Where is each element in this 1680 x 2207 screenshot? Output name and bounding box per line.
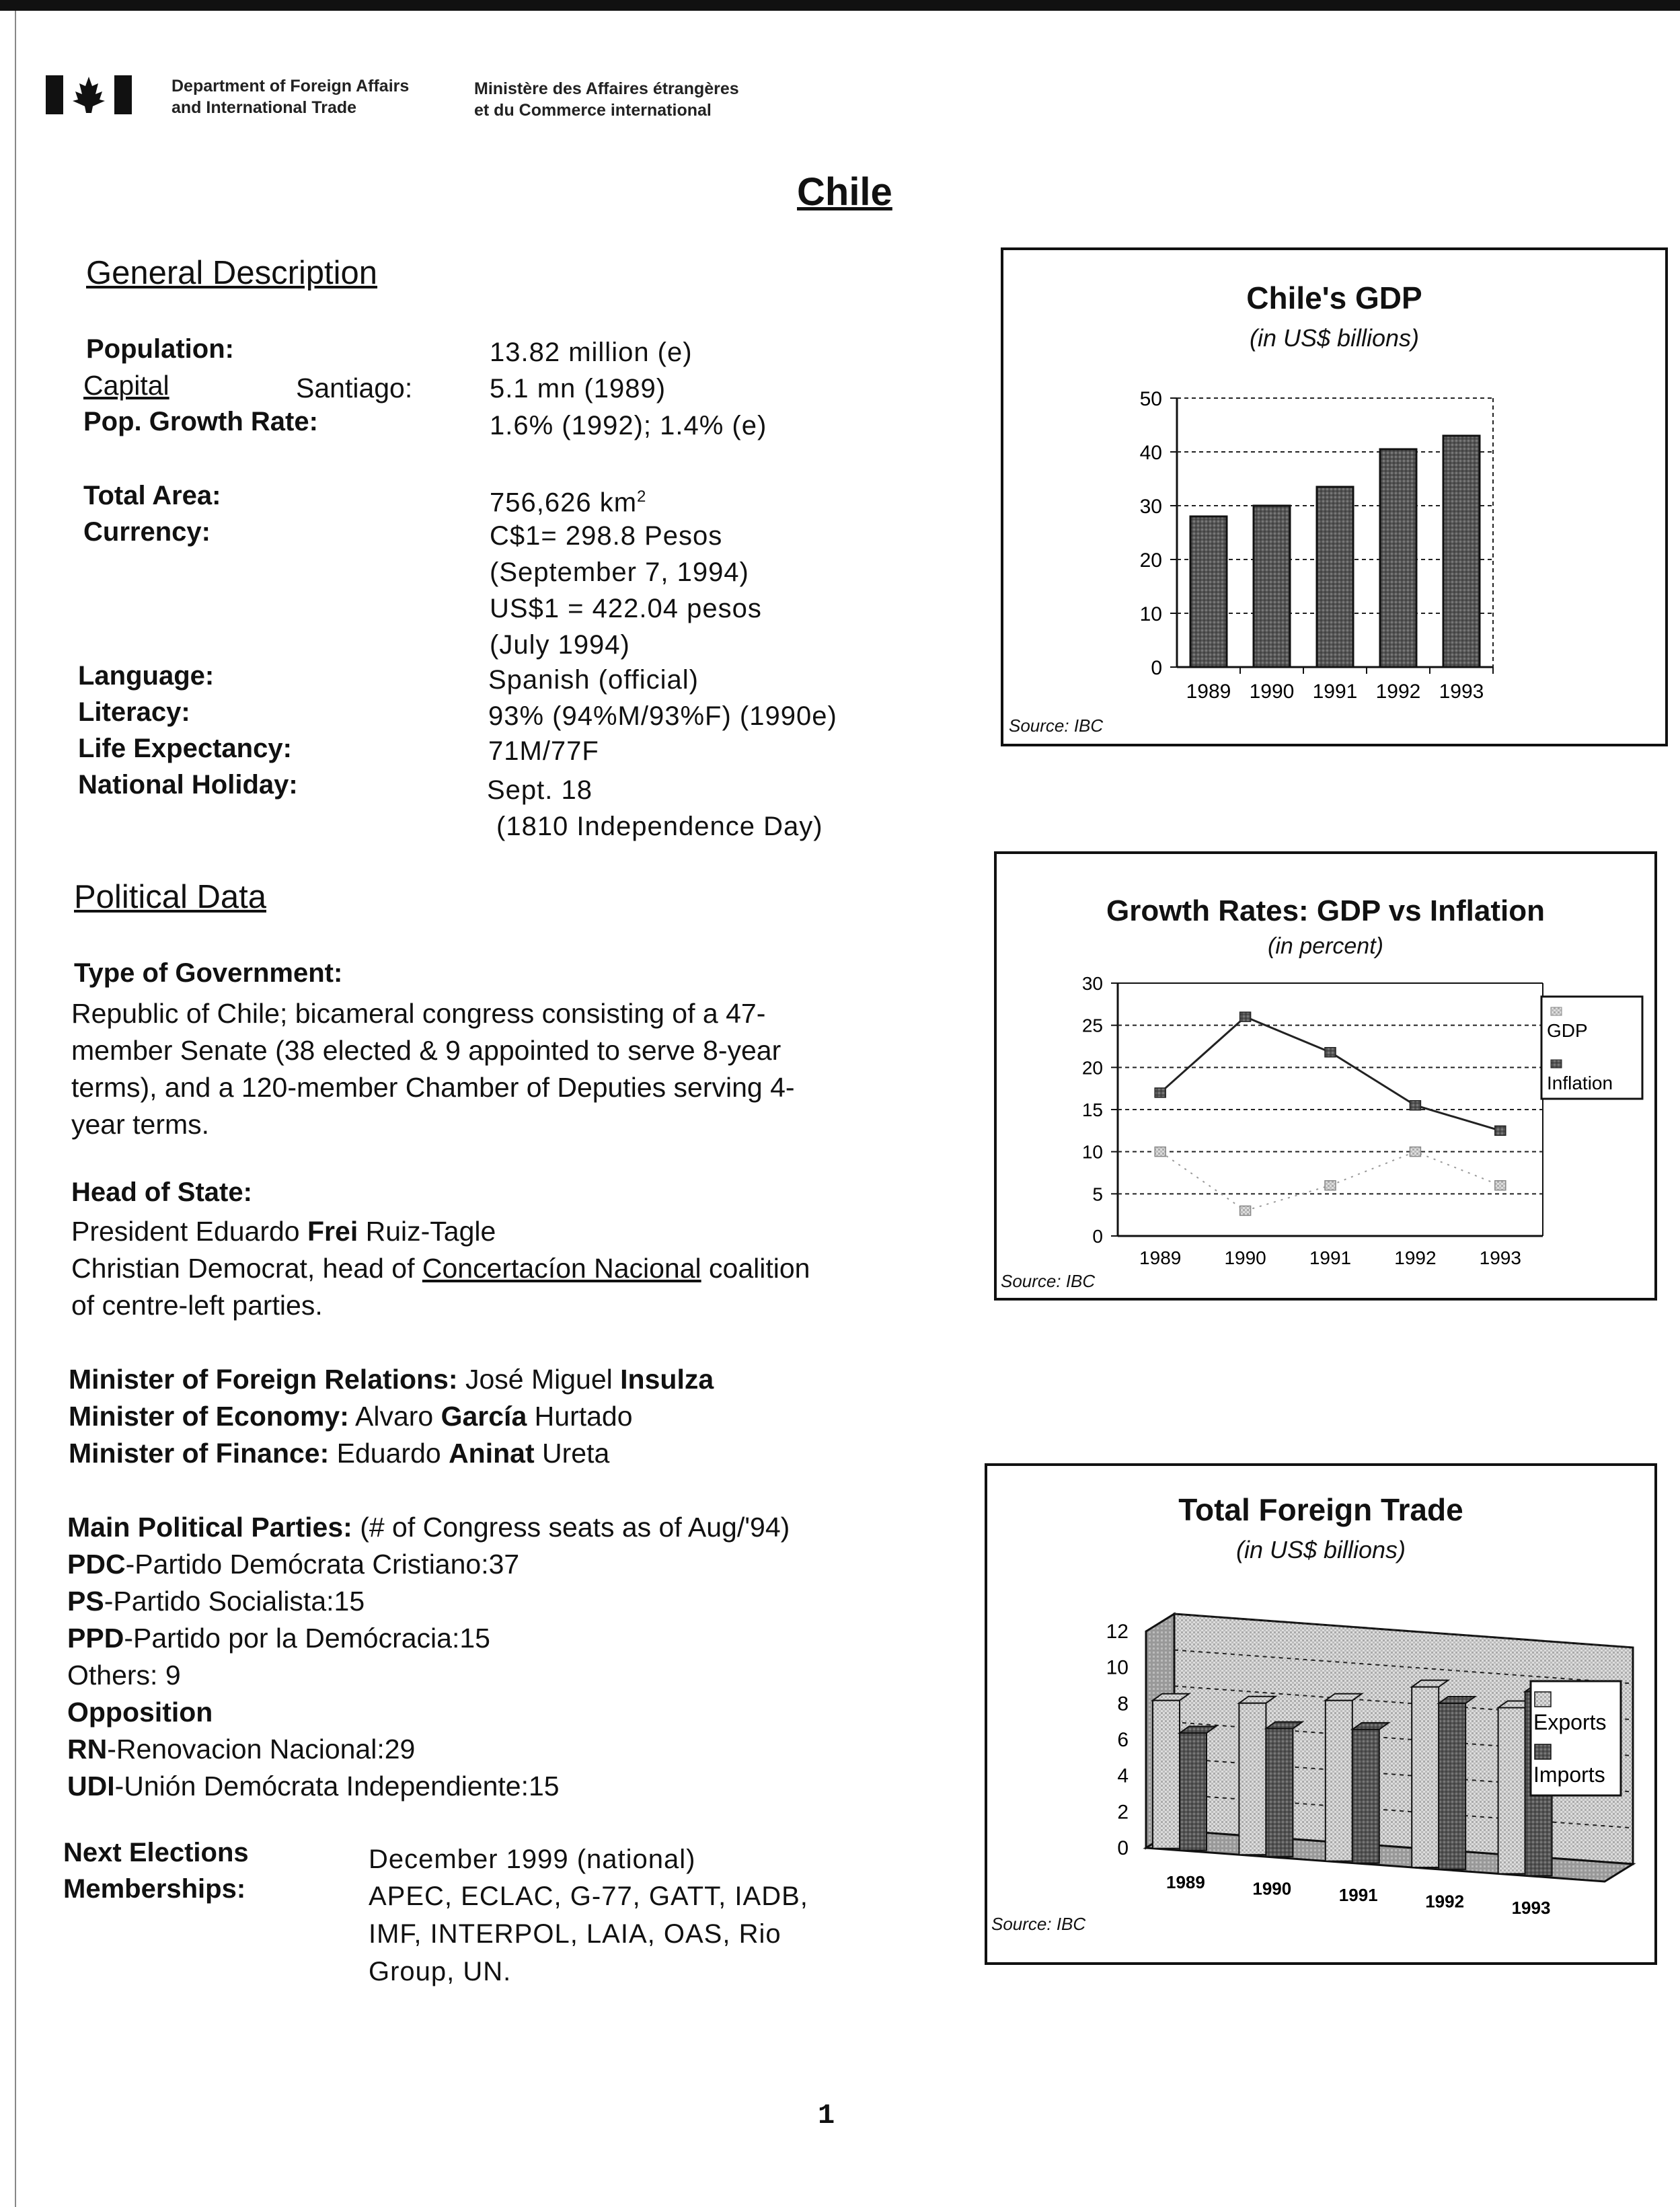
trade-y-tick-label: 2 [1117, 1801, 1129, 1824]
inflation-series-line [1160, 1017, 1500, 1130]
growth-y-tick-label: 30 [1081, 973, 1103, 994]
trade-x-tick-label: 1993 [1511, 1897, 1551, 1918]
party-pdc: PDC-Partido Demócrata Cristiano:37 [67, 1549, 520, 1580]
imports-bar [1180, 1733, 1207, 1850]
gdp-bar-chart [1003, 250, 1665, 744]
next-elections-label: Next Elections [63, 1838, 249, 1867]
trade-x-tick-label: 1992 [1425, 1891, 1465, 1912]
minister-economy: Minister of Economy: Alvaro García Hurtado [69, 1401, 633, 1432]
growth-rate-label: Pop. Growth Rate: [83, 407, 318, 436]
gdp-point [1155, 1147, 1166, 1157]
gdp-bar [1380, 449, 1416, 667]
growth-y-tick-label: 5 [1092, 1184, 1103, 1205]
trade-chart-source: Source: IBC [991, 1914, 1086, 1934]
trade-y-tick-label: 0 [1117, 1837, 1129, 1859]
page-title: Chile [797, 170, 892, 214]
party-rn: RN-Renovacion Nacional:29 [67, 1734, 416, 1765]
trade-y-tick-label: 8 [1117, 1693, 1129, 1715]
capital-label: Capital [83, 370, 169, 401]
exports-bar [1239, 1703, 1266, 1855]
inflation-point [1410, 1101, 1420, 1110]
growth-y-tick-label: 25 [1081, 1015, 1103, 1036]
gdp-chart-source: Source: IBC [1009, 715, 1104, 736]
head-of-state-text: President Eduardo Frei Ruiz-Tagle Christian Democrat, head of Concertacíon Nacional coalition of centre-left parties. [71, 1216, 810, 1321]
gdp-y-tick-label: 40 [1139, 442, 1162, 464]
growth-x-tick-label: 1991 [1309, 1247, 1352, 1268]
political-data-heading: Political Data [74, 879, 266, 915]
gdp-chart-title: Chile's GDP [1246, 280, 1422, 315]
gdp-y-tick-label: 30 [1139, 496, 1162, 518]
inflation-point [1325, 1048, 1336, 1057]
party-others: Others: 9 [67, 1660, 181, 1691]
exports-bar [1412, 1687, 1439, 1867]
growth-y-tick-label: 10 [1081, 1141, 1103, 1163]
trade-x-tick-label: 1989 [1166, 1872, 1205, 1893]
gdp-chart-subtitle: (in US$ billions) [1249, 324, 1420, 352]
population-value: 13.82 million (e) [490, 338, 693, 367]
inflation-point [1155, 1088, 1166, 1097]
gdp-bar [1317, 487, 1353, 667]
life-expectancy-value: 71M/77F [488, 736, 599, 766]
gdp-x-tick-label: 1989 [1186, 681, 1231, 703]
gdp-point [1240, 1206, 1251, 1215]
imports-bar [1439, 1703, 1465, 1869]
opposition-label: Opposition [67, 1697, 213, 1728]
gdp-point [1495, 1181, 1506, 1190]
gdp-x-tick-label: 1992 [1375, 681, 1421, 703]
literacy-label: Literacy: [78, 697, 190, 727]
memberships-value: APEC, ECLAC, G-77, GATT, IADB, IMF, INTERPOL, LAIA, OAS, Rio Group, UN. [369, 1882, 808, 1986]
inflation-point [1495, 1126, 1506, 1135]
population-label: Population: [86, 334, 234, 364]
trade-3d-bar-chart [987, 1466, 1654, 1962]
trade-y-tick-label: 10 [1106, 1656, 1129, 1679]
imports-bar [1266, 1729, 1293, 1857]
inflation-point [1240, 1012, 1251, 1021]
growth-rate-value: 1.6% (1992); 1.4% (e) [490, 411, 767, 440]
party-udi: UDI-Unión Demócrata Independiente:15 [67, 1771, 560, 1802]
imports-legend-label: Imports [1533, 1763, 1605, 1787]
currency-value: C$1= 298.8 Pesos (September 7, 1994) US$1 = 422.04 pesos (July 1994) [490, 521, 762, 660]
growth-x-tick-label: 1989 [1139, 1247, 1182, 1268]
exports-bar [1498, 1708, 1525, 1874]
gdp-x-tick-label: 1990 [1249, 681, 1295, 703]
exports-bar [1153, 1701, 1180, 1849]
growth-x-tick-label: 1992 [1394, 1247, 1437, 1268]
government-type-label: Type of Government: [74, 958, 343, 988]
page-number: 1 [818, 2099, 835, 2132]
gdp-bar [1443, 436, 1480, 667]
gdp-y-tick-label: 50 [1139, 388, 1162, 410]
capital-value: 5.1 mn (1989) [490, 374, 666, 403]
growth-y-tick-label: 15 [1081, 1099, 1103, 1120]
gdp-y-tick-label: 20 [1139, 549, 1162, 572]
imports-legend-swatch [1535, 1744, 1551, 1759]
national-holiday-value: Sept. 18 (1810 Independence Day) [487, 775, 823, 841]
growth-chart-box [994, 851, 1657, 1301]
growth-chart-subtitle: (in percent) [1268, 933, 1383, 959]
gdp-y-tick-label: 10 [1139, 603, 1162, 625]
inflation-legend-label: Inflation [1547, 1073, 1613, 1093]
gdp-x-tick-label: 1993 [1439, 681, 1484, 703]
growth-y-tick-label: 0 [1092, 1226, 1103, 1247]
growth-y-tick-label: 20 [1081, 1057, 1103, 1079]
trade-chart-title: Total Foreign Trade [1178, 1492, 1463, 1527]
department-name-french: Ministère des Affaires étrangères et du Commerce international [474, 79, 739, 120]
trade-x-tick-label: 1990 [1252, 1878, 1292, 1899]
government-type-text: Republic of Chile; bicameral congress consisting of a 47- member Senate (38 elected & 9 appointed to serve 8-year terms), and a 120-member Chamber of Deputies serving 4- year terms. [71, 998, 795, 1140]
party-ppd: PPD-Partido por la Demócracia:15 [67, 1623, 490, 1654]
exports-legend-swatch [1535, 1692, 1551, 1707]
currency-label: Currency: [83, 517, 211, 547]
department-name-english: Department of Foreign Affairs and International Trade [171, 77, 410, 117]
trade-x-tick-label: 1991 [1338, 1885, 1378, 1906]
national-holiday-label: National Holiday: [78, 770, 298, 800]
trade-chart-box [985, 1463, 1657, 1965]
literacy-value: 93% (94%M/93%F) (1990e) [488, 701, 837, 731]
total-area-value: 756,626 $km^2$ [490, 488, 647, 518]
gdp-chart-box [1001, 247, 1668, 746]
exports-bar [1326, 1701, 1352, 1861]
imports-bar [1352, 1730, 1379, 1863]
gdp-point [1410, 1147, 1420, 1157]
party-ps: PS-Partido Socialista:15 [67, 1586, 365, 1617]
minister-finance: Minister of Finance: Eduardo Aninat Ureta [69, 1438, 610, 1469]
gdp-y-tick-label: 0 [1151, 657, 1162, 679]
life-expectancy-label: Life Expectancy: [78, 734, 292, 763]
gdp-bar [1190, 516, 1227, 667]
trade-chart-subtitle: (in US$ billions) [1235, 1536, 1406, 1563]
scan-top-border [0, 0, 1680, 11]
next-elections-value: December 1999 (national) [369, 1845, 696, 1874]
gdp-point [1325, 1181, 1336, 1190]
trade-y-tick-label: 12 [1106, 1621, 1129, 1643]
growth-chart-source: Source: IBC [1001, 1271, 1096, 1291]
capital-city: Santiago: [296, 373, 413, 403]
language-label: Language: [78, 661, 215, 691]
memberships-label: Memberships: [63, 1874, 246, 1904]
inflation-legend-swatch [1551, 1060, 1562, 1068]
minister-foreign-relations: Minister of Foreign Relations: José Miguel Insulza [69, 1364, 714, 1395]
political-parties-list: Main Political Parties: (# of Congress seats as of Aug/'94) PDC-Partido Demócrata Cristiano:37 PS-Partido Socialista:15 PPD-Partido por la Demócracia:15 Others: 9 Opposition RN-Renovacion Nacional:29 UDI-Unión Demócrata Independiente:15 [67, 1509, 790, 1805]
ministers-list [69, 1361, 714, 1472]
growth-x-tick-label: 1990 [1224, 1247, 1266, 1268]
growth-line-chart [997, 854, 1654, 1298]
coalition-name: Concertacíon Nacional [422, 1253, 701, 1284]
language-value: Spanish (official) [488, 665, 699, 695]
gdp-legend-swatch [1551, 1007, 1562, 1015]
general-description-heading: General Description [86, 255, 378, 291]
scan-left-edge [15, 11, 16, 2207]
growth-x-tick-label: 1993 [1479, 1247, 1521, 1268]
trade-y-tick-label: 6 [1117, 1729, 1129, 1751]
head-of-state-label: Head of State: [71, 1177, 252, 1207]
canada-flag-logo [46, 73, 132, 117]
growth-chart-title: Growth Rates: GDP vs Inflation [1106, 894, 1545, 927]
trade-y-tick-label: 4 [1117, 1765, 1129, 1787]
gdp-legend-label: GDP [1547, 1020, 1588, 1041]
gdp-bar [1254, 506, 1290, 667]
total-area-label: Total Area: [83, 481, 221, 510]
exports-legend-label: Exports [1533, 1710, 1607, 1734]
gdp-x-tick-label: 1991 [1312, 681, 1358, 703]
